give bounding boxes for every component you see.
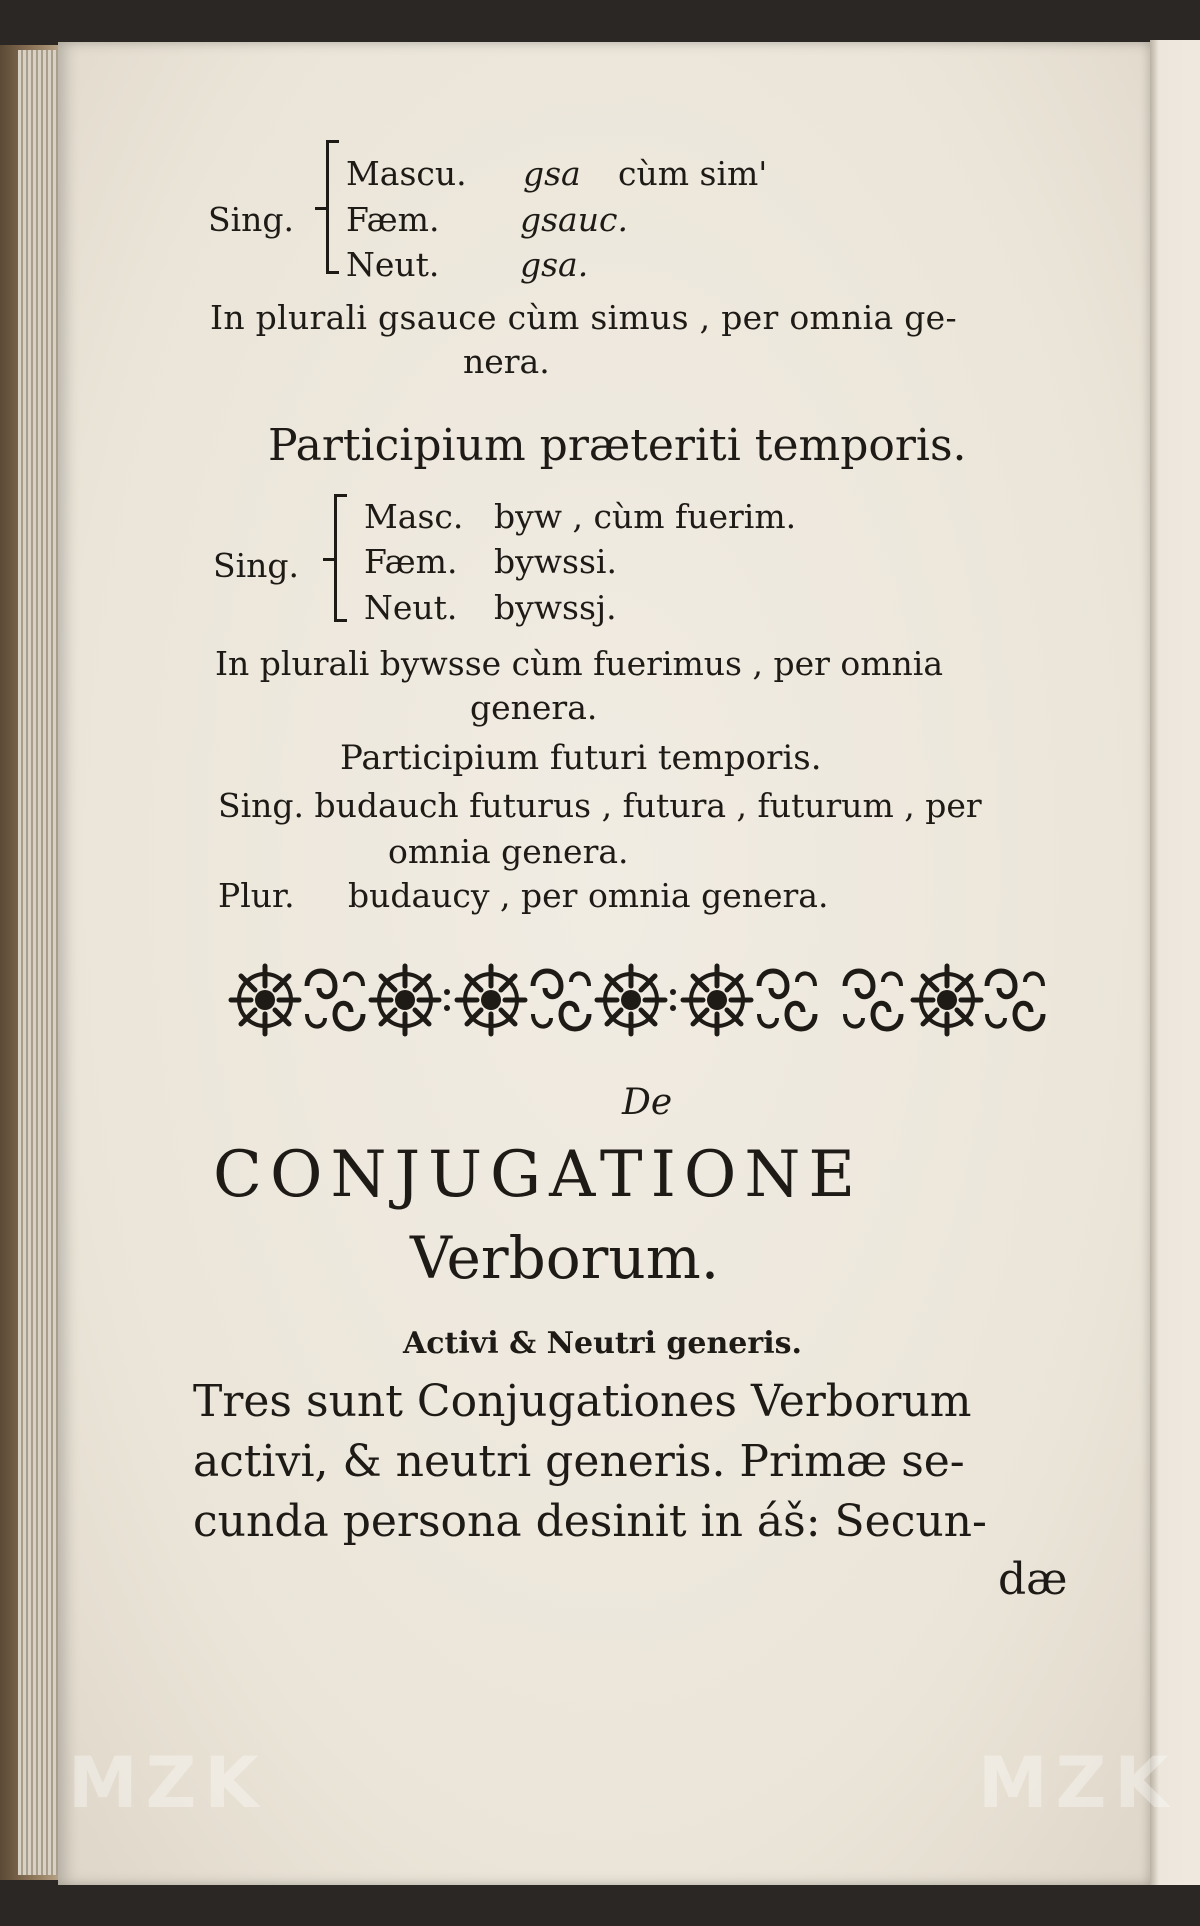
- sing-label-1: Sing.: [208, 200, 295, 239]
- row-text: Fæm.: [364, 542, 458, 581]
- row-gloss: cùm sim': [618, 154, 768, 193]
- title-sub: Verborum.: [410, 1224, 720, 1292]
- bracket-2: [334, 494, 347, 622]
- row-label: Neut.: [346, 245, 440, 284]
- row-label: Mascu.: [346, 154, 467, 193]
- title-de: De: [622, 1082, 673, 1123]
- row-form: gsauc.: [520, 200, 628, 239]
- row-text: bywssi.: [494, 542, 617, 581]
- heading-participle-future: Participium futuri temporis.: [340, 738, 822, 778]
- row-form: gsa: [523, 154, 581, 193]
- watermark-right: MZK: [978, 1742, 1177, 1824]
- plural-line: In plurali gsauce cùm simus , per omnia ge-: [210, 298, 957, 337]
- body-line-1: Tres sunt Conjugationes Verborum: [193, 1376, 972, 1427]
- row-text: Neut.: [364, 588, 458, 627]
- scan-background: [0, 1885, 1200, 1926]
- heading-participle-past: Participium præteriti temporis.: [268, 420, 967, 471]
- body-line-3: cunda persona desinit in áš: Secun-: [193, 1496, 987, 1547]
- ornament-band: [225, 958, 1057, 1042]
- bracket-1: [326, 140, 339, 274]
- future-sing-line: Sing. budauch futurus , futura , futurum , per: [218, 786, 982, 825]
- facing-page-edge: [1150, 40, 1200, 1885]
- plural-line: In plurali bywsse cùm fuerimus , per omnia: [215, 644, 944, 683]
- catchword: dæ: [998, 1554, 1068, 1605]
- plural-line-cont: nera.: [463, 342, 550, 381]
- title-genus: Activi & Neutri generis.: [403, 1326, 802, 1361]
- future-plur-text: budaucy , per omnia genera.: [348, 876, 829, 915]
- body-line-2: activi, & neutri generis. Primæ se-: [193, 1436, 965, 1487]
- sing-label-2: Sing.: [213, 546, 300, 585]
- future-sing-line-cont: omnia genera.: [388, 832, 629, 871]
- watermark-left: MZK: [68, 1742, 267, 1824]
- row-label: Fæm.: [346, 200, 440, 239]
- row-text: bywssj.: [494, 588, 617, 627]
- plural-line-cont: genera.: [470, 688, 598, 727]
- row-text: Masc.: [364, 497, 464, 536]
- row-form: gsa.: [520, 245, 589, 284]
- title-main: CONJUGATIONE: [213, 1138, 864, 1212]
- row-text: byw , cùm fuerim.: [494, 497, 797, 536]
- future-plur-label: Plur.: [218, 876, 295, 915]
